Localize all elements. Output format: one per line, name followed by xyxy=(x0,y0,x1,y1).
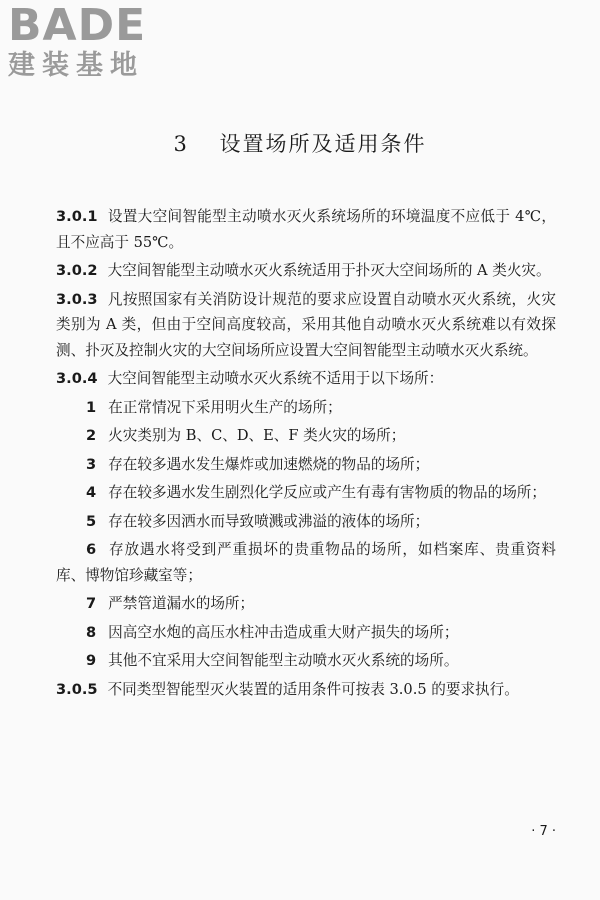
item-text: 严禁管道漏水的场所； xyxy=(108,595,255,612)
item-text: 存在较多遇水发生爆炸或加速燃烧的物品的场所； xyxy=(108,455,430,473)
watermark-subtitle: 建装基地 xyxy=(8,50,144,81)
list-item xyxy=(56,423,556,449)
item-text: 因高空水炮的高压水柱冲击造成重大财产损失的场所； xyxy=(108,623,459,641)
item-text: 存在较多因洒水而导致喷溅或沸溢的液体的场所； xyxy=(108,512,430,530)
clause-3-0-4 xyxy=(56,366,556,392)
page-number: · 7 · xyxy=(531,824,556,839)
chapter-number: 3 xyxy=(173,132,189,156)
list-item xyxy=(56,452,556,478)
clause-number: 3.0.2 xyxy=(56,262,98,279)
list-item xyxy=(56,648,556,674)
item-number: 5 xyxy=(86,512,97,530)
list-item xyxy=(56,591,556,617)
clause-text: 不同类型智能型灭火装置的适用条件可按表 3.0.5 的要求执行。 xyxy=(107,680,519,698)
item-number: 2 xyxy=(86,427,97,444)
item-number: 3 xyxy=(86,455,97,473)
clause-number: 3.0.1 xyxy=(56,208,98,225)
chapter-title xyxy=(0,128,600,158)
clause-number: 3.0.3 xyxy=(56,290,98,308)
list-item xyxy=(56,480,556,506)
clause-3-0-5 xyxy=(56,677,556,703)
clause-text: 大空间智能型主动喷水灭火系统适用于扑灭大空间场所的 A 类火灾。 xyxy=(107,262,551,279)
clause-3-0-3 xyxy=(56,287,556,364)
item-text: 存在较多遇水发生剧烈化学反应或产生有毒有害物质的物品的场所； xyxy=(108,484,546,501)
watermark-logo-text: BADE xyxy=(8,0,147,51)
chapter-title-text: 设置场所及适用条件 xyxy=(219,132,427,156)
item-number: 7 xyxy=(86,595,97,612)
clause-number: 3.0.4 xyxy=(56,370,98,387)
item-text: 在正常情况下采用明火生产的场所； xyxy=(108,398,342,416)
clause-3-0-2 xyxy=(56,258,556,284)
document-body xyxy=(56,204,556,705)
list-item xyxy=(56,395,556,421)
watermark-logo xyxy=(8,0,178,84)
item-number: 4 xyxy=(86,484,97,501)
item-text: 火灾类别为 B、C、D、E、F 类火灾的场所； xyxy=(108,427,406,444)
list-item xyxy=(56,509,556,535)
item-text: 其他不宜采用大空间智能型主动喷水灭火系统的场所。 xyxy=(108,652,459,669)
list-item xyxy=(56,620,556,646)
clause-3-0-1 xyxy=(56,204,556,255)
clause-number: 3.0.5 xyxy=(56,680,98,698)
item-number: 1 xyxy=(86,398,97,416)
item-number: 8 xyxy=(86,623,97,641)
item-text: 存放遇水将受到严重损坏的贵重物品的场所，如档案库、贵重资料库、博物馆珍藏室等； xyxy=(56,541,556,584)
list-item xyxy=(56,537,556,588)
item-number: 6 xyxy=(86,541,97,558)
item-number: 9 xyxy=(86,652,97,669)
clause-text: 凡按照国家有关消防设计规范的要求应设置自动喷水灭火系统，火灾类别为 A 类，但由于空间高度较高，采用其他自动喷水灭火系统难以有效探测、扑灭及控制火灾的大空间场所应设置大空间智能型主动喷水灭火系统。 xyxy=(56,290,556,359)
clause-text: 设置大空间智能型主动喷水灭火系统场所的环境温度不应低于 4℃，且不应高于 55℃。 xyxy=(56,208,556,251)
clause-text: 大空间智能型主动喷水灭火系统不适用于以下场所： xyxy=(107,370,444,387)
